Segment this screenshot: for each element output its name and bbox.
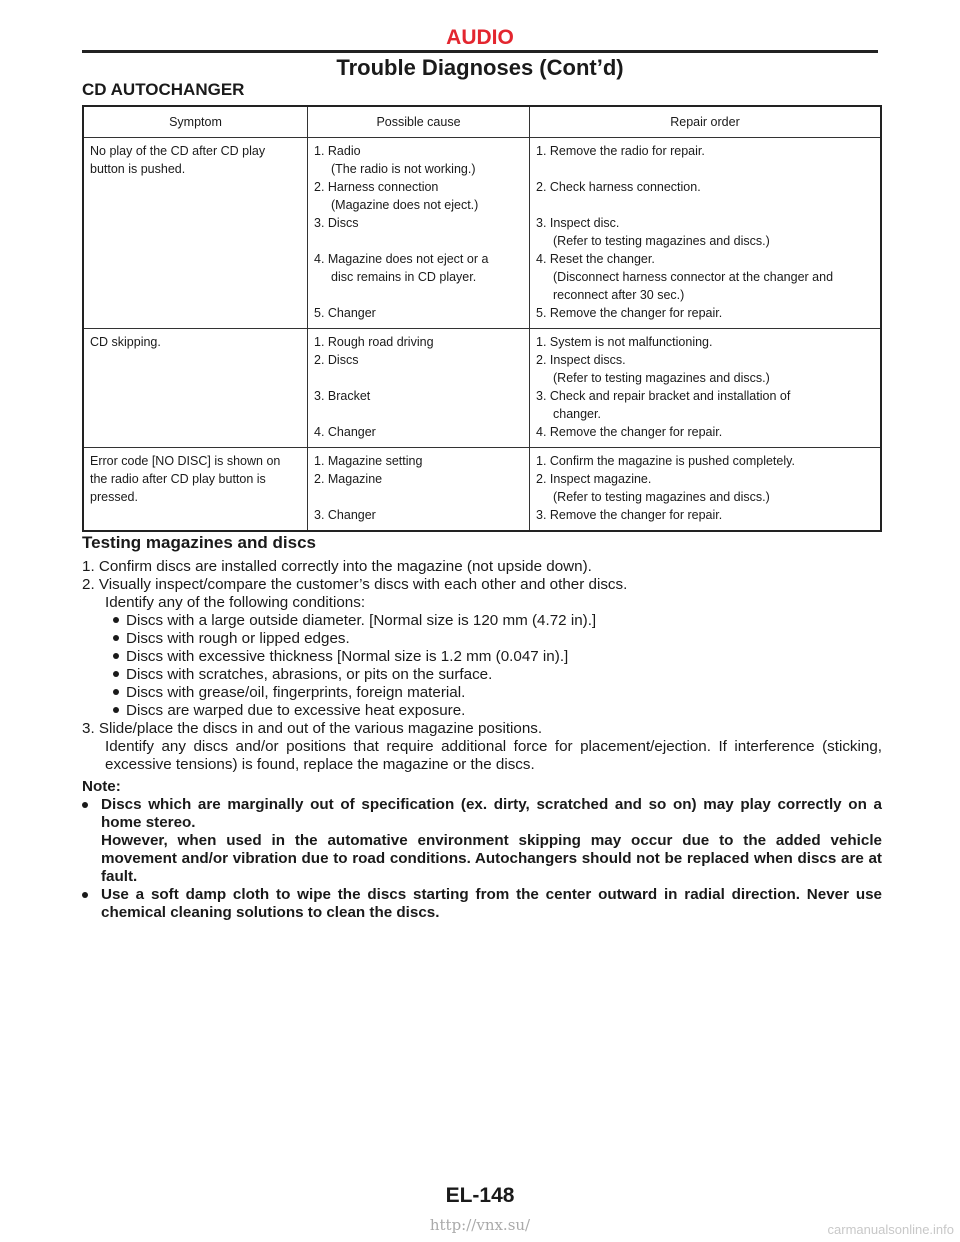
repair-line: 4. Reset the changer. — [536, 252, 655, 266]
repair-line: (Disconnect harness connector at the changer and — [553, 270, 834, 284]
step-2-intro: Identify any of the following conditions: — [105, 594, 366, 611]
column-header-cause: Possible cause — [308, 107, 530, 137]
symptom-cell — [84, 329, 308, 447]
repair-line: 2. Inspect magazine. — [536, 472, 652, 486]
table-header-row — [84, 107, 880, 138]
diagnosis-table — [82, 105, 882, 532]
condition-item — [82, 630, 882, 648]
cause-line: 2. Harness connection — [314, 180, 439, 194]
cause-line: 1. Magazine setting — [314, 454, 423, 468]
symptom-line: pressed. — [90, 490, 138, 504]
bullet-icon — [113, 707, 119, 713]
symptom-line: CD skipping. — [90, 335, 161, 349]
header-rule — [82, 50, 878, 53]
condition-text: Discs with rough or lipped edges. — [126, 630, 350, 647]
bullet-icon — [113, 671, 119, 677]
cause-line: 4. Magazine does not eject or a — [314, 252, 489, 266]
step-3-detail: Identify any discs and/or positions that require additional force for placement/ejection. If interference (sticking, excessive tensions) is found, replace the magazine or the discs. — [105, 738, 882, 773]
cause-line: 1. Radio — [314, 144, 361, 158]
spacer — [536, 160, 874, 178]
cause-line: 4. Changer — [314, 425, 376, 439]
cd-autochanger-title: CD AUTOCHANGER — [82, 80, 245, 99]
repair-line: 1. Remove the radio for repair. — [536, 144, 705, 158]
repair-line: changer. — [553, 407, 601, 421]
section-label: AUDIO — [446, 26, 514, 49]
condition-text: Discs with excessive thickness [Normal size is 1.2 mm (0.047 in).] — [126, 648, 569, 665]
symptom-cell — [84, 138, 308, 328]
column-header-repair: Repair order — [670, 115, 740, 129]
testing-body — [82, 558, 882, 922]
condition-text: Discs with a large outside diameter. [Normal size is 120 mm (4.72 in).] — [126, 612, 597, 629]
repair-line: reconnect after 30 sec.) — [553, 288, 685, 302]
symptom-cell — [84, 448, 308, 530]
cause-line: disc remains in CD player. — [331, 270, 477, 284]
repair-line: 5. Remove the changer for repair. — [536, 306, 723, 320]
footer-link[interactable]: http://vnx.su/ — [429, 1216, 531, 1234]
cause-line: (Magazine does not eject.) — [331, 198, 479, 212]
bullet-icon — [113, 617, 119, 623]
condition-item — [82, 612, 882, 630]
bullet-icon — [82, 892, 88, 898]
cause-line: 5. Changer — [314, 306, 376, 320]
repair-line: 2. Inspect discs. — [536, 353, 626, 367]
note-text: Discs which are marginally out of specification (ex. dirty, scratched and so on) may play correctly on a home stereo. — [101, 796, 882, 831]
step-3: 3. Slide/place the discs in and out of the various magazine positions. — [82, 720, 543, 737]
watermark: carmanualsonline.info — [827, 1222, 954, 1237]
spacer — [536, 196, 874, 214]
condition-text: Discs with grease/oil, fingerprints, foreign material. — [126, 684, 466, 701]
step-1: 1. Confirm discs are installed correctly into the magazine (not upside down). — [82, 558, 592, 575]
symptom-line: No play of the CD after CD play — [90, 144, 266, 158]
step-2: 2. Visually inspect/compare the customer’s discs with each other and other discs. — [82, 576, 628, 593]
repair-cell — [530, 329, 880, 447]
cause-line: 2. Magazine — [314, 472, 383, 486]
bullet-icon — [82, 802, 88, 808]
cause-cell — [308, 448, 530, 530]
cause-line: 3. Discs — [314, 216, 359, 230]
page-number: EL-148 — [445, 1184, 515, 1207]
note-item — [82, 796, 882, 886]
repair-line: 3. Inspect disc. — [536, 216, 620, 230]
page-title: Trouble Diagnoses (Cont’d) — [336, 55, 624, 80]
cause-cell — [308, 138, 530, 328]
note-item — [82, 886, 882, 922]
repair-line: 1. Confirm the magazine is pushed completely. — [536, 454, 795, 468]
repair-line: 2. Check harness connection. — [536, 180, 701, 194]
condition-item — [82, 684, 882, 702]
cause-cell — [308, 329, 530, 447]
note-label: Note: — [82, 778, 121, 795]
repair-cell — [530, 448, 880, 530]
note-text: Use a soft damp cloth to wipe the discs starting from the center outward in radial direction. Never use chemical cleaning solutions to clean the discs. — [101, 886, 882, 921]
spacer — [314, 405, 523, 423]
table-row — [84, 448, 880, 530]
bullet-icon — [113, 689, 119, 695]
repair-line: 1. System is not malfunctioning. — [536, 335, 713, 349]
repair-cell — [530, 138, 880, 328]
bullet-icon — [113, 635, 119, 641]
condition-list — [82, 612, 882, 720]
repair-line: 3. Remove the changer for repair. — [536, 508, 723, 522]
spacer — [314, 369, 523, 387]
cause-line: 3. Bracket — [314, 389, 371, 403]
condition-text: Discs are warped due to excessive heat exposure. — [126, 702, 466, 719]
symptom-line: the radio after CD play button is — [90, 472, 266, 486]
spacer — [314, 286, 523, 304]
cause-line: 2. Discs — [314, 353, 359, 367]
condition-item — [82, 666, 882, 684]
testing-title: Testing magazines and discs — [82, 533, 316, 552]
repair-line: 4. Remove the changer for repair. — [536, 425, 723, 439]
cause-line: 1. Rough road driving — [314, 335, 434, 349]
table-row — [84, 138, 880, 329]
symptom-line: Error code [NO DISC] is shown on — [90, 454, 281, 468]
table-row — [84, 329, 880, 448]
condition-item — [82, 702, 882, 720]
note-text-continued: However, when used in the automative environment skipping may occur due to the added vehicle movement and/or vibration due to road conditions. Autochangers should not be replaced when discs are at fault. — [101, 832, 882, 885]
condition-text: Discs with scratches, abrasions, or pits on the surface. — [126, 666, 493, 683]
column-header-symptom: Symptom — [84, 107, 308, 137]
cause-line: (The radio is not working.) — [331, 162, 476, 176]
symptom-line: button is pushed. — [90, 162, 186, 176]
bullet-icon — [113, 653, 119, 659]
cause-line: 3. Changer — [314, 508, 376, 522]
repair-line: 3. Check and repair bracket and installation of — [536, 389, 791, 403]
repair-line: (Refer to testing magazines and discs.) — [553, 371, 770, 385]
repair-line: (Refer to testing magazines and discs.) — [553, 490, 770, 504]
repair-line: (Refer to testing magazines and discs.) — [553, 234, 770, 248]
spacer — [314, 488, 523, 506]
spacer — [314, 232, 523, 250]
condition-item — [82, 648, 882, 666]
